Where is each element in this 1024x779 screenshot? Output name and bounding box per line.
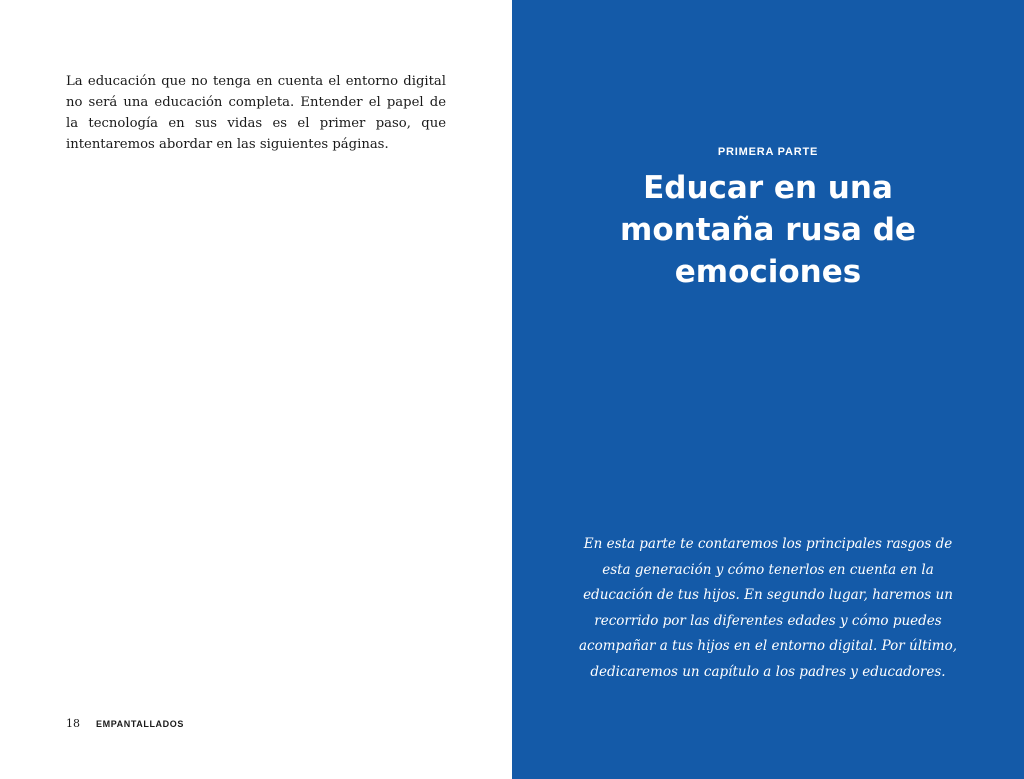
part-label: PRIMERA PARTE [717,146,819,158]
right-page [512,0,1024,779]
running-head: EMPANTALLADOS [96,719,184,729]
body-paragraph: La educación que no tenga en cuenta el entorno digital no será una educación completa. Entender el papel de la tecnología en sus vidas es el primer paso, que intentaremos abordar en las siguientes páginas. [66,74,446,152]
part-intro: En esta parte te contaremos los principales rasgos de esta generación y cómo tenerlos en cuenta en la educación de tus hijos. En segundo lugar, haremos un recorrido por las diferentes edades y cómo puedes acompañar a tus hijos en el entorno digital. Por último, dedicaremos un capítulo a los padres y educadores. [579,536,957,680]
page-number: 18 [66,717,80,730]
part-title: Educar en una montaña rusa de emociones [620,170,916,290]
page-footer [66,717,184,730]
